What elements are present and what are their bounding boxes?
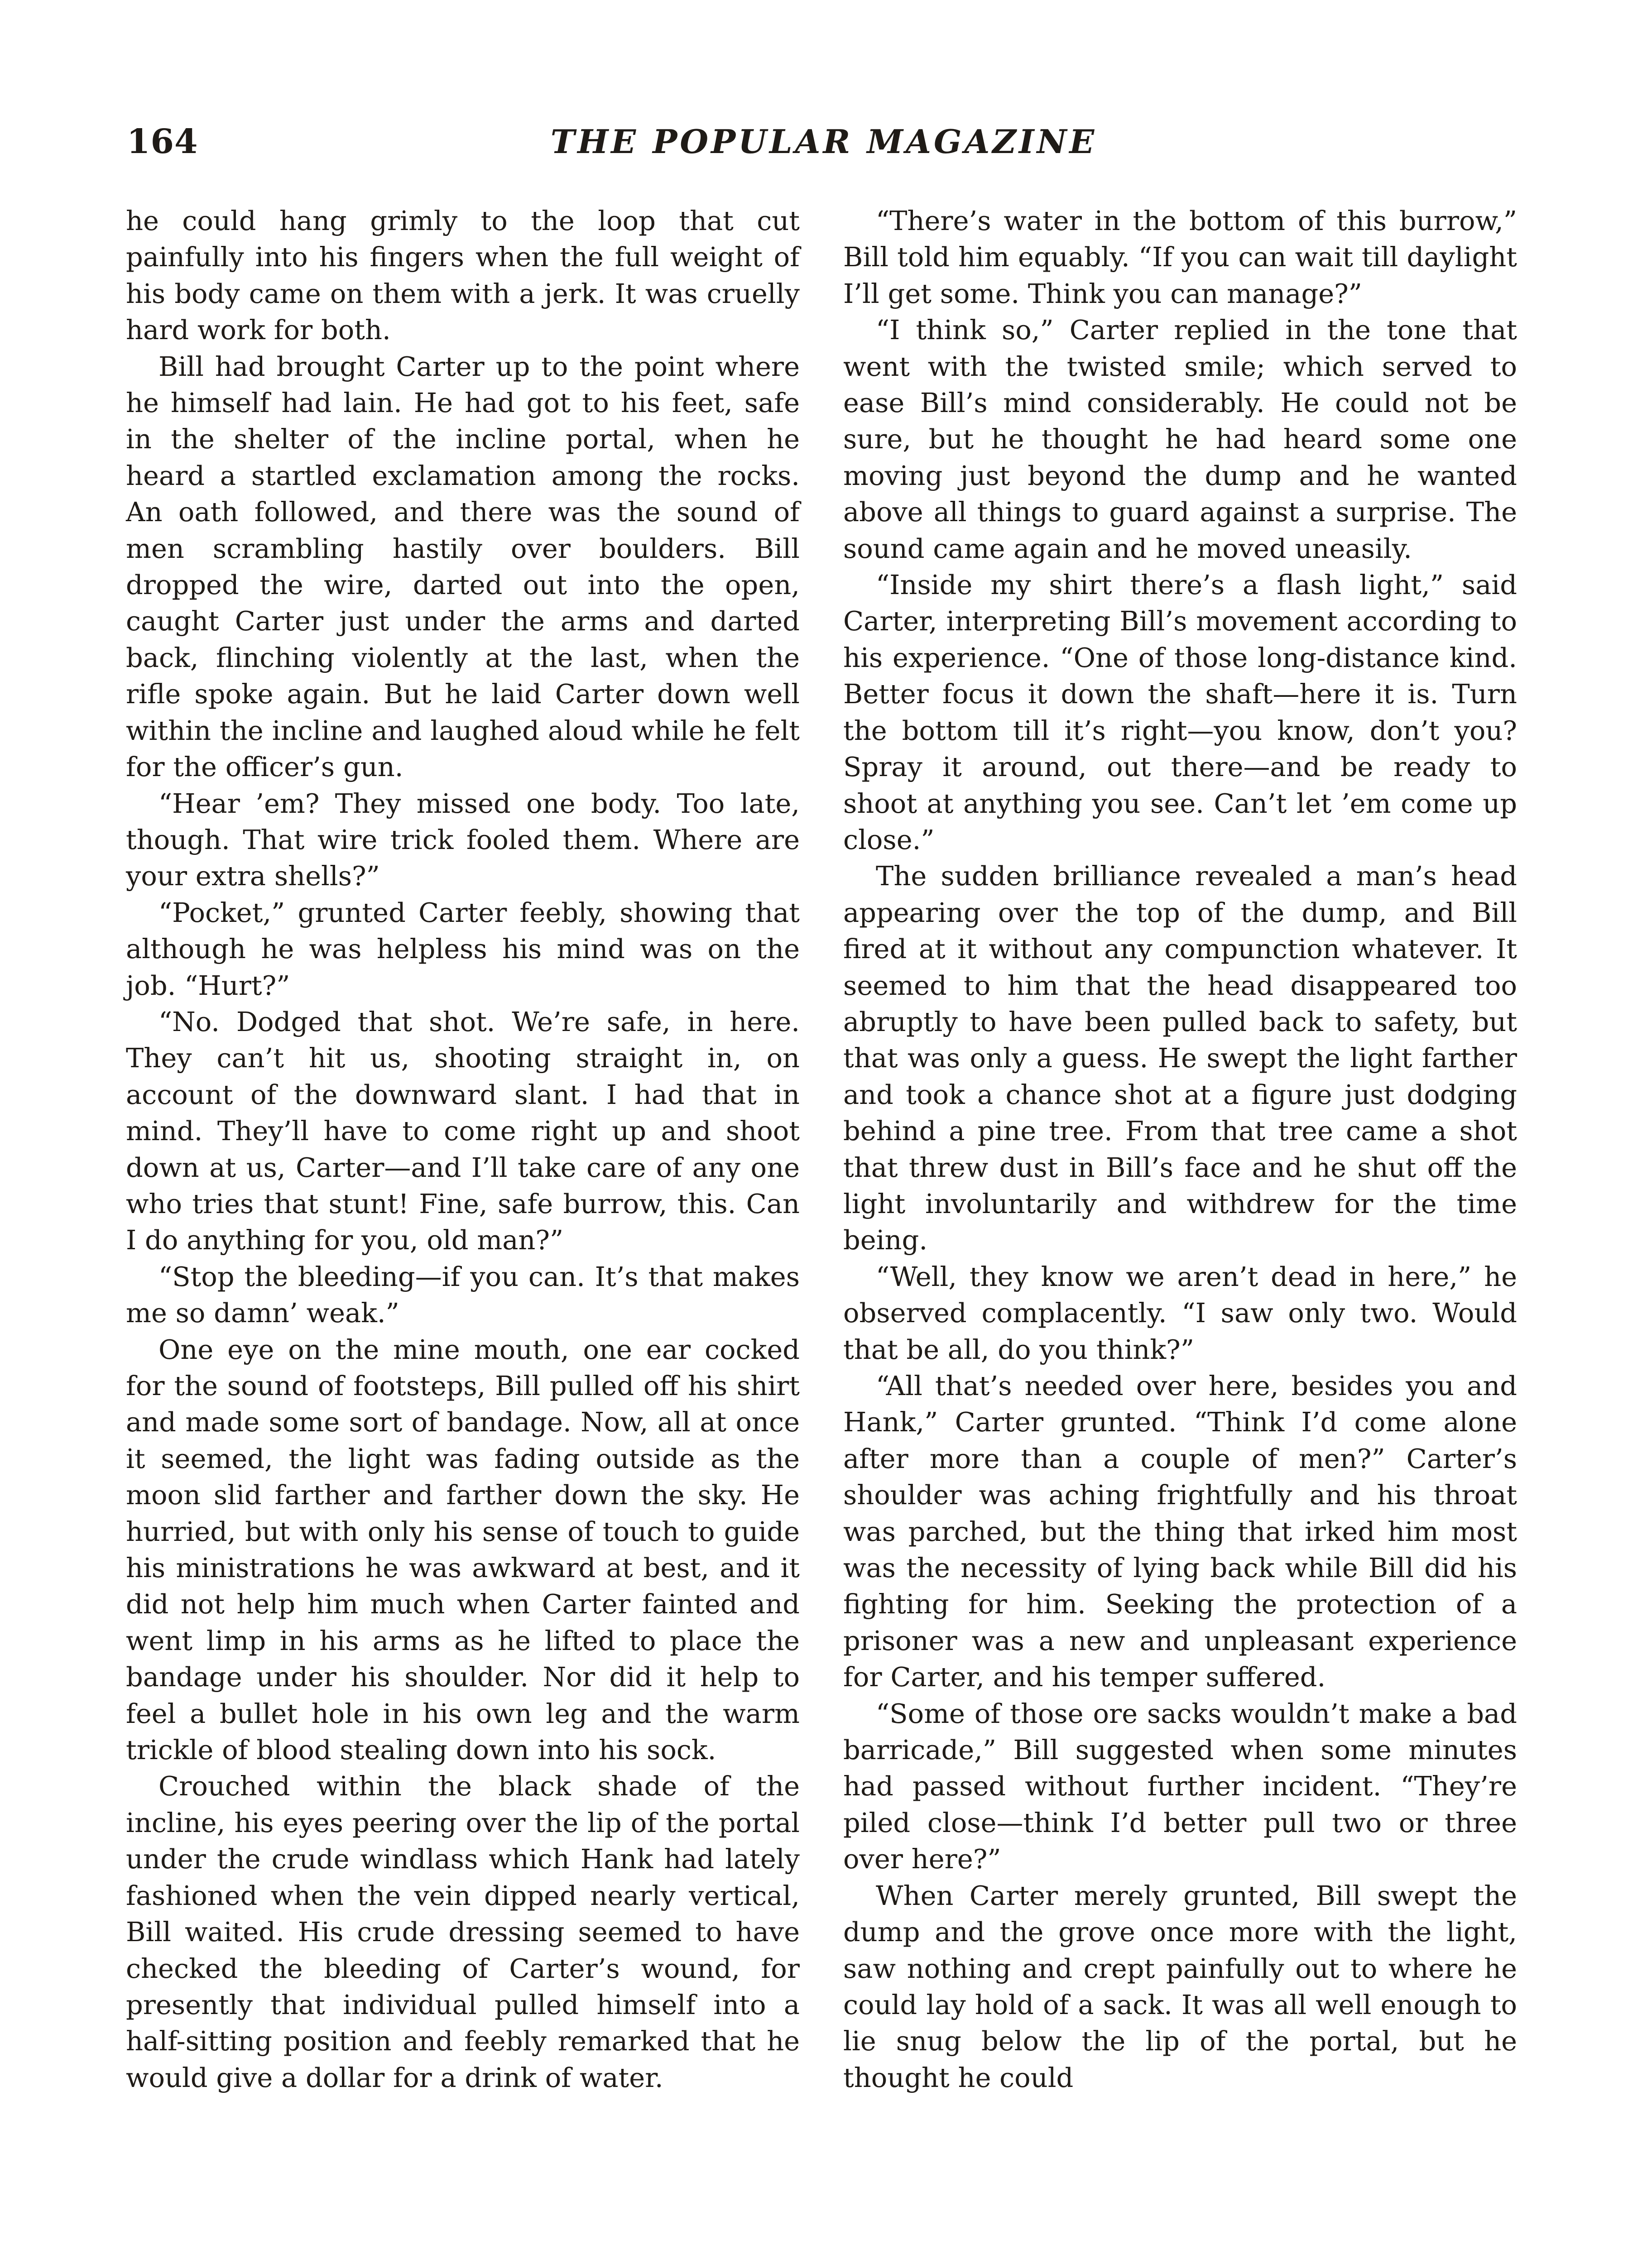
page-number: 164: [127, 122, 198, 161]
paragraph: “There’s water in the bottom of this burrow,” Bill told him equably. “If you can wait till daylight I’ll get some. Think you can manage?”: [843, 205, 1517, 309]
paragraph: “Some of those ore sacks wouldn’t make a bad barricade,” Bill suggested when some minutes had passed without further incident. “They’re piled close—think I’d better pull two or three over here?”: [843, 1698, 1517, 1875]
paragraph: “Well, they know we aren’t dead in here,” he observed complacently. “I saw only two. Would that be all, do you think?”: [843, 1261, 1517, 1365]
paragraph: “Pocket,” grunted Carter feebly, showing that although he was helpless his mind was on the job. “Hurt?”: [126, 897, 800, 1001]
magazine-title: THE POPULAR MAGAZINE: [550, 122, 1097, 161]
paragraph: Crouched within the black shade of the incline, his eyes peering over the lip of the portal under the crude windlass which Hank had lately fashioned when the vein dipped nearly vertical, Bill waited. His crude dressing seemed to have checked the bleeding of Carter’s wound, for presently that individual pulled himself into a half-sitting position and feebly remarked that he would give a dollar for a drink of water.: [126, 1770, 800, 2093]
paragraph: “Inside my shirt there’s a flash light,” said Carter, interpreting Bill’s movement according to his experience. “One of those long-distance kind. Better focus it down the shaft—here it is. Turn the bottom till it’s right—you know, don’t you? Spray it around, out there—and be ready to shoot at anything you see. Can’t let ’em come up close.”: [843, 569, 1517, 855]
paragraph: he could hang grimly to the loop that cut painfully into his fingers when the full weight of his body came on them with a jerk. It was cruelly hard work for both.: [126, 205, 800, 346]
paragraph: Bill had brought Carter up to the point where he himself had lain. He had got to his feet, safe in the shelter of the incline portal, when he heard a startled exclamation among the rocks. An oath followed, and there was the sound of men scrambling hastily over boulders. Bill dropped the wire, darted out into the open, caught Carter just under the arms and darted back, flinching violently at the last, when the rifle spoke again. But he laid Carter down well within the incline and laughed aloud while he felt for the officer’s gun.: [126, 350, 800, 783]
paragraph: “All that’s needed over here, besides you and Hank,” Carter grunted. “Think I’d come alone after more than a couple of men?” Carter’s shoulder was aching frightfully and his throat was parched, but the thing that irked him most was the necessity of lying back while Bill did his fighting for him. Seeking the protection of a prisoner was a new and unpleasant experience for Carter, and his temper suffered.: [843, 1370, 1517, 1693]
paragraph: “Hear ’em? They missed one body. Too late, though. That wire trick fooled them. Where are your extra shells?”: [126, 787, 800, 892]
paragraph: “No. Dodged that shot. We’re safe, in here. They can’t hit us, shooting straight in, on account of the downward slant. I had that in mind. They’ll have to come right up and shoot down at us, Carter—and I’ll take care of any one who tries that stunt! Fine, safe burrow, this. Can I do anything for you, old man?”: [126, 1006, 800, 1256]
paragraph: When Carter merely grunted, Bill swept the dump and the grove once more with the light, saw nothing and crept painfully out to where he could lay hold of a sack. It was all well enough to lie snug below the lip of the portal, but he thought he could: [843, 1880, 1517, 2093]
paragraph: “I think so,” Carter replied in the tone that went with the twisted smile; which served to ease Bill’s mind considerably. He could not be sure, but he thought he had heard some one moving just beyond the dump and he wanted above all things to guard against a surprise. The sound came again and he moved uneasily.: [843, 314, 1517, 564]
left-column: [126, 203, 800, 2096]
paragraph: “Stop the bleeding—if you can. It’s that makes me so damn’ weak.”: [126, 1261, 800, 1329]
page-header: [127, 122, 1521, 172]
paragraph: One eye on the mine mouth, one ear cocked for the sound of footsteps, Bill pulled off his shirt and made some sort of bandage. Now, all at once it seemed, the light was fading outside as the moon slid farther and farther down the sky. He hurried, but with only his sense of touch to guide his ministrations he was awkward at best, and it did not help him much when Carter fainted and went limp in his arms as he lifted to place the bandage under his shoulder. Nor did it help to feel a bullet hole in his own leg and the warm trickle of blood stealing down into his sock.: [126, 1333, 800, 1766]
paragraph: The sudden brilliance revealed a man’s head appearing over the top of the dump, and Bill fired at it without any compunction whatever. It seemed to him that the head disappeared too abruptly to have been pulled back to safety, but that was only a guess. He swept the light farther and took a chance shot at a figure just dodging behind a pine tree. From that tree came a shot that threw dust in Bill’s face and he shut off the light involuntarily and withdrew for the time being.: [843, 860, 1517, 1256]
right-column: [843, 203, 1517, 2096]
